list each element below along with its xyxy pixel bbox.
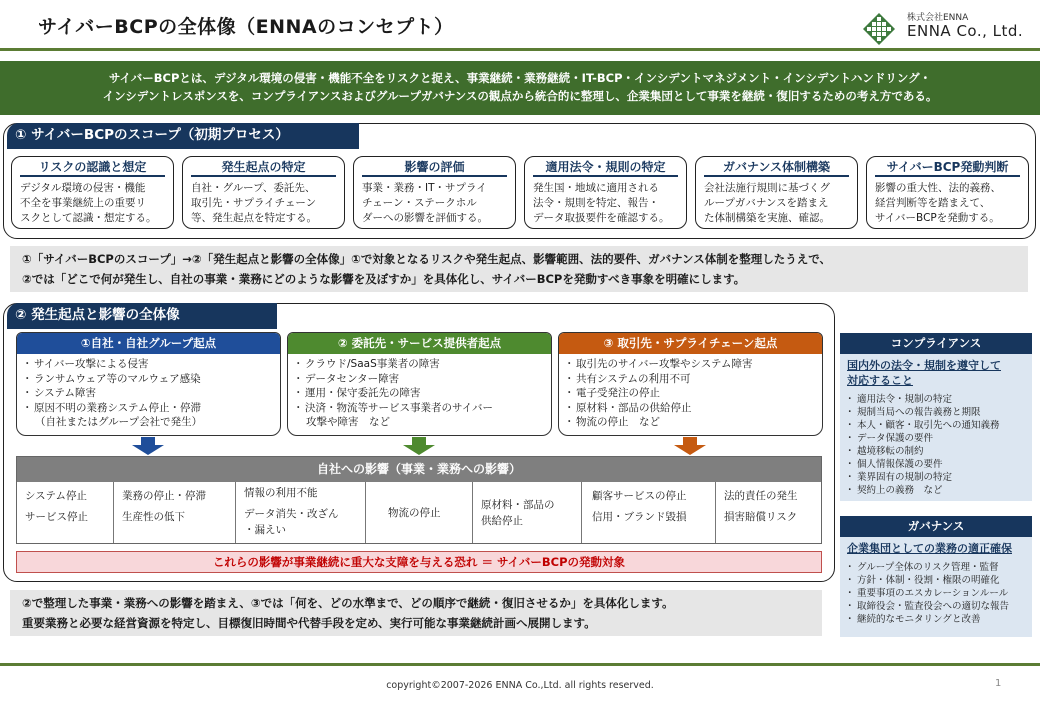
scope-card-line: 取引先・サプライチェーン [191,197,317,209]
governance-lead-line: 企業集団としての業務の適正確保 [847,542,1012,555]
scope-card-line: サイバーBCPを発動する。 [875,212,1000,224]
impact-cell-customer [581,482,715,543]
compliance-header: コンプライアンス [840,333,1032,354]
scope-card-body [183,177,344,226]
impact-cell-line: 供給停止 [481,514,523,527]
down-arrow-icon [402,437,436,455]
scope-card-line: 法令・規則を特定、報告・ [533,197,659,209]
origin-item: ・ サイバー攻撃による侵害 [25,357,280,372]
compliance-item: ・ 個人情報保護の要件 [848,458,1032,471]
scope-card-line: 不全を事業継続上の重要リ [20,197,146,209]
impact-cell-legal [715,482,821,543]
compliance-item: ・ 本人・顧客・取引先への通知義務 [848,419,1032,432]
compliance-item: ・ 業界固有の規制の特定 [848,471,1032,484]
note-line: 重要業務と必要な経営資源を特定し、目標復旧時間や代替手段を定め、実行可能な事業継続計画へ展開します。 [22,616,596,630]
compliance-item: ・ 適用法令・規制の特定 [848,393,1032,406]
scope-card-line: ループガバナンスを踏まえ [704,197,829,209]
origin-item-continued: （自社またはグループ会社で発生） [35,416,203,428]
scope-card-line: ダーへの影響を評価する。 [362,212,488,224]
origin-box-self [16,332,281,436]
logo-mark-icon [862,12,896,46]
note-line: ②では「どこで何が発生し、自社の事業・業務にどのような影響を及ぼすか」を具体化し、サイバーBCPを発動すべき事象を明確にします。 [22,272,746,286]
impact-cell-line: 信用・ブランド毀損 [592,511,687,523]
impact-cell-materials [472,482,581,543]
compliance-item: ・ 規制当局への報告義務と期限 [848,406,1032,419]
page-number: 1 [995,678,1002,689]
scope-card-line: 経営判断等を踏まえて、 [875,197,991,209]
scope-card-origin [182,156,345,229]
impact-cell-line: サービス停止 [25,511,88,523]
origin-box-vendor [287,332,552,436]
scope-card-line: チェーン・ステークホル [362,197,477,209]
impact-cell-line: 情報の利用不能 [244,487,318,499]
scope-header: ① サイバーBCPのスコープ（初期プロセス） [7,123,359,149]
compliance-item: ・ 契約上の義務 など [848,484,1032,497]
compliance-lead-line: 国内外の法令・規制を遵守して [847,359,1001,372]
impact-cell-information [235,482,365,543]
compliance-item: ・ 越境移転の制約 [848,445,1032,458]
origin-item: ・ 共有システムの利用不可 [567,372,822,387]
impact-cell-line: 原材料・部品の [481,498,555,511]
impact-cell-line: 顧客サービスの停止 [592,490,687,502]
scope-card-line: 自社・グループ、委託先、 [191,182,316,194]
down-arrow-icon [673,437,707,455]
intro-line: サイバーBCPとは、デジタル環境の侵害・機能不全をリスクと捉え、事業継続・業務継続・IT-BCP・インシデントマネジメント・インシデントハンドリング・ [108,71,932,85]
origin-item: ・ 原材料・部品の供給停止 [567,401,822,416]
origin-item: ・ データセンター障害 [296,372,551,387]
scope-card-line: スクとして認識・想定する。 [20,212,157,224]
scope-card-risk [11,156,174,229]
scope-card-title: 適用法令・規則の特定 [533,157,678,177]
scope-card-title: サイバーBCP発動判断 [875,157,1020,177]
governance-panel [840,516,1032,637]
compliance-item: ・ データ保護の要件 [848,432,1032,445]
scope-card-body [867,177,1028,226]
compliance-list [840,388,1032,497]
governance-item: ・ 方針・体制・役割・権限の明確化 [848,574,1032,587]
governance-header: ガバナンス [840,516,1032,537]
origin-box-supplychain [558,332,823,436]
scope-card-title: リスクの認識と想定 [20,157,165,177]
origin-box-list [17,354,280,430]
logo-company-name: 株式会社ENNA [907,13,969,23]
impact-cell-operations [113,482,235,543]
impact-cell-line: 物流の停止 [388,506,441,519]
impact-cell-line: ・漏えい [244,524,286,536]
transition-note-2 [10,590,822,636]
origin-box-list [288,354,551,430]
impact-table-header: 自社への影響（事業・業務への影響） [17,457,821,482]
origin-box-title: ③ 取引先・サプライチェーン起点 [559,333,822,354]
company-logo [862,10,1032,46]
origin-box-title: ①自社・自社グループ起点 [17,333,280,354]
impact-cell-line: 法的責任の発生 [724,490,798,502]
scope-card-body [354,177,515,226]
scope-card-title: 発生起点の特定 [191,157,336,177]
governance-item: ・ 継続的なモニタリングと改善 [848,613,1032,626]
intro-line: インシデントレスポンスを、コンプライアンスおよびグループガバナンスの観点から統合的に整理し、企業集団として事業を継続・復旧するための考え方である。 [102,89,938,103]
logo-wordmark: ENNA Co., Ltd. [907,22,1024,40]
scope-card-governance [695,156,858,229]
governance-lead [840,537,1032,556]
down-arrow-icon [131,437,165,455]
impact-section-header: ② 発生起点と影響の全体像 [7,303,277,329]
transition-note-1 [10,246,1028,292]
scope-card-line: デジタル環境の侵害・機能 [20,182,146,194]
compliance-panel [840,333,1032,501]
note-line: ①「サイバーBCPのスコープ」→②「発生起点と影響の全体像」①で対象となるリスクや発生起点、影響範囲、法的要件、ガバナンス体制を整理したうえで、 [22,252,831,266]
compliance-lead [840,354,1032,388]
governance-item: ・ 取締役会・監査役会への適切な報告 [848,600,1032,613]
origin-item: ・ システム障害 [25,386,280,401]
header-divider [0,48,1040,51]
scope-card-line: 発生国・地域に適用される [533,182,659,194]
scope-card-line: 等、発生起点を特定する。 [191,212,317,224]
scope-card-line: 事業・業務・IT・サプライ [362,182,487,194]
note-line: ②で整理した事業・業務への影響を踏まえ、③では「何を、どの水準まで、どの順序で継続・復旧させるか」を具体化します。 [22,596,674,610]
scope-card-line: た体制構築を実施、確認。 [704,212,830,224]
scope-card-body [696,177,857,226]
governance-list [840,556,1032,626]
origin-item: ・ 運用・保守委託先の障害 [296,386,551,401]
origin-item: ・ 原因不明の業務システム停止・停滞 [25,401,280,416]
impact-cell-line: データ消失・改ざん [244,508,339,520]
origin-item: ・ 物流の停止 など [567,415,822,430]
origin-item-continued: 攻撃や障害 など [306,416,390,428]
origin-item: ・ 決済・物流等サービス事業者のサイバー [296,401,551,416]
impact-cell-line: システム停止 [25,490,87,502]
intro-banner [0,61,1040,115]
scope-card-impact [353,156,516,229]
governance-item: ・ 重要事項のエスカレーションルール [848,587,1032,600]
governance-item: ・ グループ全体のリスク管理・監督 [848,561,1032,574]
origin-item: ・ クラウド/SaaS事業者の障害 [296,357,551,372]
origin-item: ・ 電子受発注の停止 [567,386,822,401]
impact-cell-line: 業務の停止・停滞 [122,490,206,502]
impact-cell-line: 生産性の低下 [122,511,185,523]
impact-cell-system [17,482,113,543]
scope-card-activation [866,156,1029,229]
scope-card-line: 影響の重大性、法的義務、 [875,182,1001,194]
impact-cell-line: 損害賠償リスク [724,511,798,523]
scope-card-title: ガバナンス体制構築 [704,157,849,177]
impact-table-row [17,482,821,543]
origin-box-list [559,354,822,430]
scope-card-body [12,177,173,226]
impact-cell-logistics [365,482,472,543]
page-title: サイバーBCPの全体像（ENNAのコンセプト） [38,16,454,38]
scope-card-title: 影響の評価 [362,157,507,177]
origin-item: ・ ランサムウェア等のマルウェア感染 [25,372,280,387]
origin-item: ・ 取引先のサイバー攻撃やシステム障害 [567,357,822,372]
origin-box-title: ② 委託先・サービス提供者起点 [288,333,551,354]
impact-table [16,456,822,544]
scope-card-line: データ取扱要件を確認する。 [533,212,670,224]
scope-card-body [525,177,686,226]
activation-warning: これらの影響が事業継続に重大な支障を与える恐れ ＝ サイバーBCPの発動対象 [16,551,822,573]
scope-card-line: 会社法施行規則に基づくグ [704,182,830,194]
copyright-text: copyright©2007-2026 ENNA Co.,Ltd. all rights reserved. [386,680,654,691]
footer-divider [0,663,1040,666]
compliance-lead-line: 対応すること [847,374,913,387]
scope-card-law [524,156,687,229]
